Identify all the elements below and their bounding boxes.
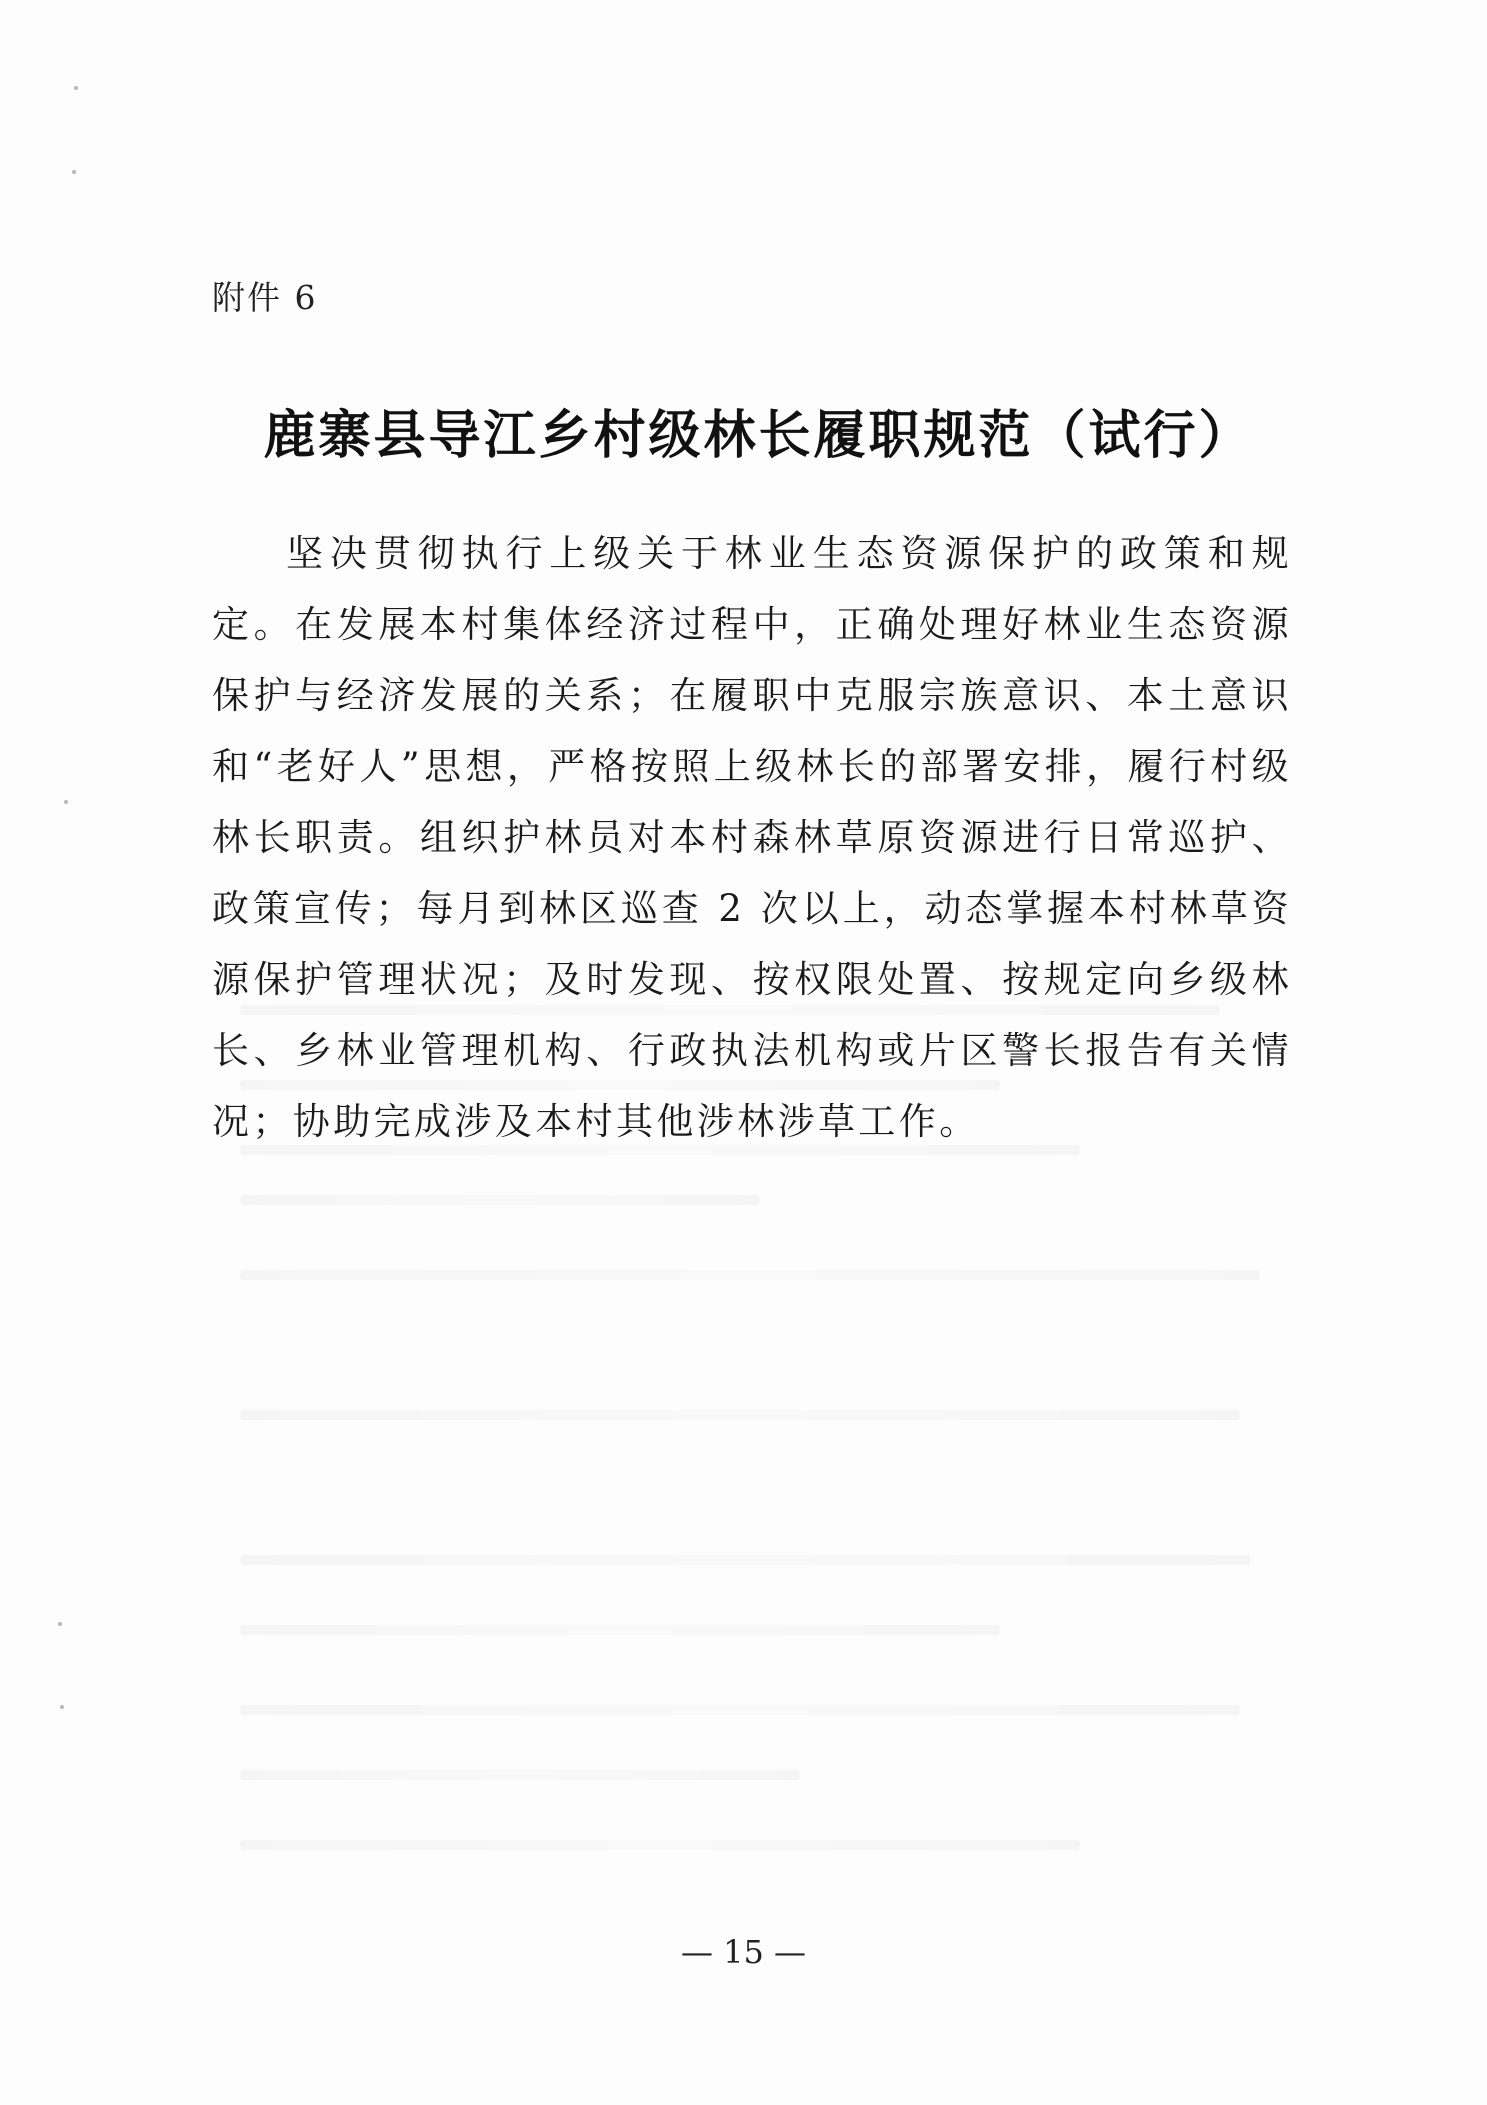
bleed-through-line xyxy=(240,1770,800,1780)
attachment-label: 附件 6 xyxy=(212,278,318,317)
scan-speck xyxy=(60,1705,64,1709)
body-paragraph: 坚决贯彻执行上级关于林业生态资源保护的政策和规定。在发展本村集体经济过程中，正确处理好林业生态资源保护与经济发展的关系；在履职中克服宗族意识、本土意识和“老好人”思想，严格按照上级林长的部署安排，履行村级林长职责。组织护林员对本村森林草原资源进行日常巡护、政策宣传；每月到林区巡查 2 次以上，动态掌握本村林草资源保护管理状况；及时发现、按权限处置、按规定向乡级林长、乡林业管理机构、行政执法机构或片区警长报告有关情况；协助完成涉及本村其他涉林涉草工作。 xyxy=(212,532,1292,1143)
scan-speck xyxy=(74,86,78,90)
scan-speck xyxy=(64,800,68,804)
body-text xyxy=(212,518,1292,1157)
scan-speck xyxy=(58,1622,62,1626)
bleed-through-line xyxy=(240,1705,1240,1715)
scan-speck xyxy=(72,170,76,174)
bleed-through-line xyxy=(240,1555,1250,1565)
bleed-through-line xyxy=(240,1195,760,1205)
bleed-through-line xyxy=(240,1270,1260,1280)
bleed-through-line xyxy=(240,1410,1240,1420)
bleed-through-line xyxy=(240,1625,1000,1635)
page-number: — 15 — xyxy=(680,1933,807,1971)
bleed-through-line xyxy=(240,1840,1080,1850)
document-title: 鹿寨县导江乡村级林长履职规范（试行） xyxy=(263,405,1254,466)
